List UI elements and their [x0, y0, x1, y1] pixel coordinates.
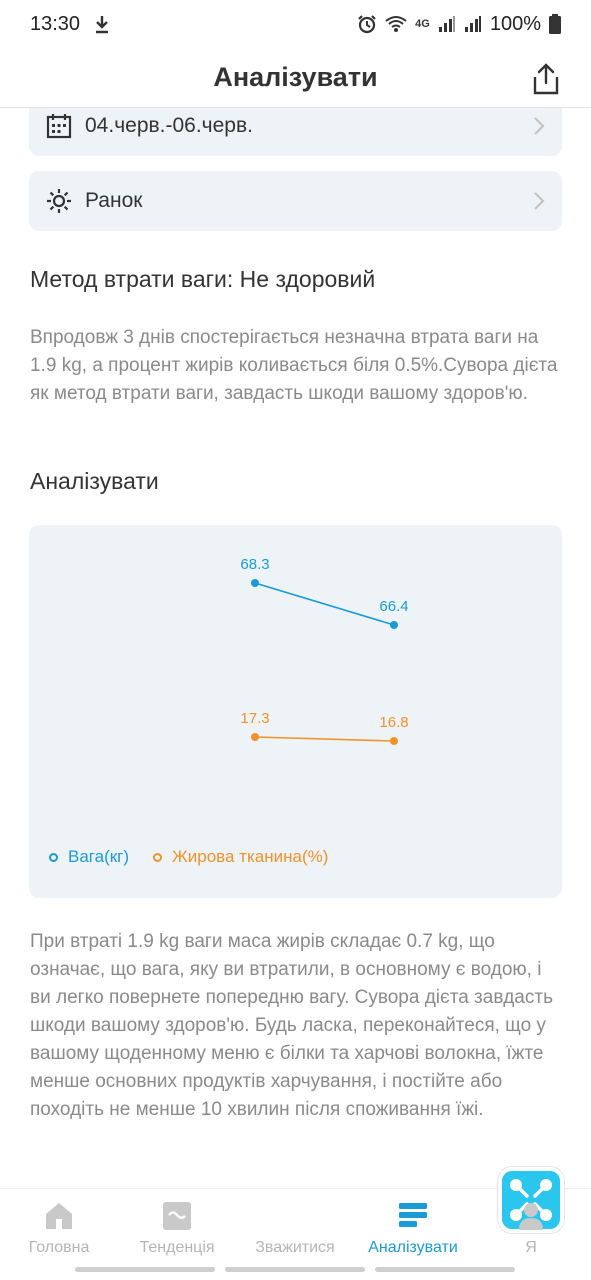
calendar-icon — [45, 112, 73, 140]
trend-icon — [162, 1201, 192, 1231]
legend-label-fat: Жирова тканина(%) — [172, 847, 329, 866]
analysis-conclusion: При втраті 1.9 kg ваги маса жирів складає 0.7 kg, що означає, що вага, яку ви втратили, в основному є водою, і ви легко повернете попередню вагу. Сувора дієта завдасть шкоди вашому здоров'ю. Будь ласка, переконайтеся, що у вашому щоденному меню є білки та харчові волокна, їжте менше основних продуктів харчування, і постійте або походіть не менше 10 хвилин після споживання їжі. — [30, 931, 553, 1120]
signal-icon-2 — [464, 15, 482, 33]
alarm-icon — [357, 14, 377, 34]
gesture-bar-left — [75, 1267, 215, 1272]
status-time: 13:30 — [30, 12, 81, 35]
home-icon — [44, 1201, 74, 1231]
chevron-right-icon — [532, 190, 546, 212]
battery-icon — [549, 14, 561, 34]
content-area[interactable] — [0, 108, 591, 1188]
app-header — [0, 48, 591, 108]
data-point-1-0 — [251, 733, 259, 741]
date-range-selector[interactable] — [29, 108, 562, 156]
wifi-icon — [385, 15, 407, 33]
time-of-day-selector[interactable] — [29, 171, 562, 231]
chart-legend — [49, 847, 328, 867]
data-point-1-1 — [390, 737, 398, 745]
series-line-0 — [255, 583, 394, 625]
legend-item-weight — [49, 847, 129, 867]
nav-item-home[interactable] — [0, 1189, 118, 1259]
analysis-icon — [398, 1201, 428, 1231]
series-line-1 — [255, 737, 394, 741]
nav-label-profile: Я — [525, 1239, 537, 1256]
nav-label-analysis: Аналізувати — [368, 1239, 458, 1256]
date-range-label: 04.черв.-06.черв. — [85, 114, 253, 137]
share-icon[interactable] — [531, 62, 561, 96]
data-point-0-0 — [251, 579, 259, 587]
data-point-0-1 — [390, 621, 398, 629]
page-title: Аналізувати — [213, 62, 378, 92]
gesture-bar-right — [375, 1267, 515, 1272]
analysis-chart — [29, 525, 562, 898]
nav-label-home: Головна — [28, 1239, 90, 1256]
method-title: Метод втрати ваги: Не здоровий — [30, 266, 376, 292]
gesture-bar-center — [225, 1267, 365, 1272]
time-of-day-label: Ранок — [85, 189, 143, 212]
download-icon — [94, 14, 110, 34]
profile-icon — [516, 1201, 546, 1231]
data-label-1-1: 16.8 — [379, 714, 409, 731]
nav-item-analysis[interactable] — [354, 1189, 472, 1259]
data-label-0-1: 66.4 — [379, 598, 409, 615]
nav-label-trend: Тенденція — [139, 1239, 215, 1256]
data-label-1-0: 17.3 — [240, 710, 270, 727]
battery-percent: 100% — [489, 12, 541, 35]
sun-icon — [45, 187, 73, 215]
nav-label-weigh: Зважитися — [255, 1239, 335, 1256]
chart-svg — [29, 525, 562, 898]
method-description: Впродовж 3 днів спостерігається незначна втрата ваги на 1.9 kg, а процент жирів коливається біля 0.5%.Сувора дієта як метод втрати ваги, завдасть шкоди вашому здоров'ю. — [30, 327, 558, 404]
nav-item-profile[interactable] — [472, 1189, 590, 1259]
legend-marker-fat — [153, 853, 162, 862]
network-type: 4G — [415, 18, 430, 30]
analysis-title: Аналізувати — [30, 468, 159, 494]
bottom-navigation — [0, 1188, 591, 1280]
nav-item-weigh[interactable] — [236, 1189, 354, 1259]
status-bar — [0, 0, 591, 48]
data-label-0-0: 68.3 — [240, 556, 270, 573]
legend-label-weight: Вага(кг) — [68, 847, 130, 866]
chevron-right-icon — [532, 115, 546, 137]
signal-icon — [438, 15, 456, 33]
legend-marker-weight — [49, 853, 58, 862]
nav-item-trend[interactable] — [118, 1189, 236, 1259]
legend-item-fat — [153, 847, 328, 867]
